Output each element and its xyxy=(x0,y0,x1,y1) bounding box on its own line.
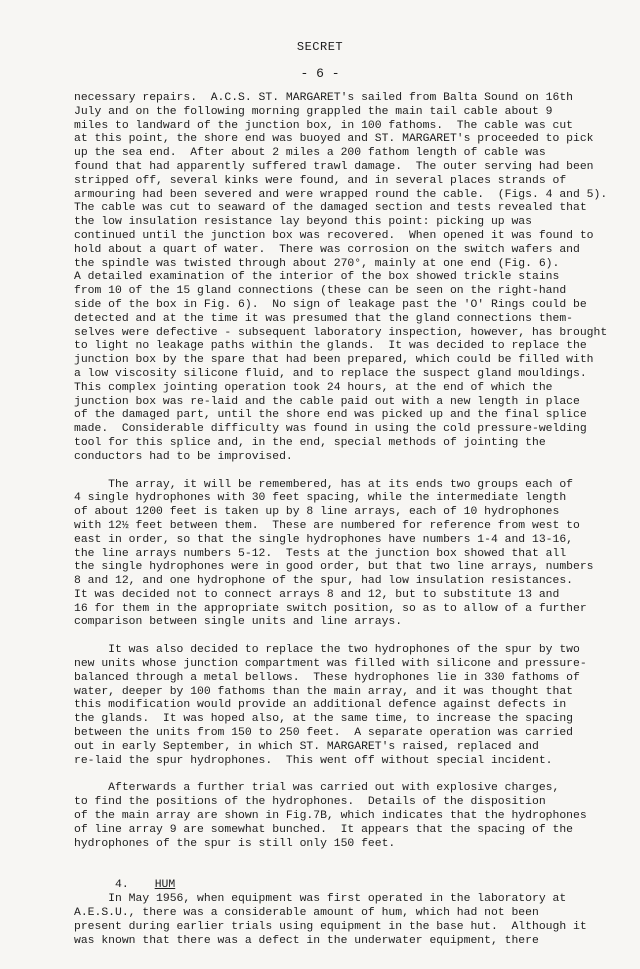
paragraph-repairs xyxy=(74,92,608,465)
text-line: 8 and 12, and one hydrophone of the spur, had low insulation resistances. xyxy=(74,575,573,588)
text-line: the single hydrophones were in good order, but that two line arrays, numbers xyxy=(74,561,594,574)
text-line: hold about a quart of water. There was corrosion on the switch wafers and xyxy=(74,243,580,256)
text-line: the low insulation resistance lay beyond this point: picking up was xyxy=(74,216,532,229)
text-line: It was decided not to connect arrays 8 and 12, but to substitute 13 and xyxy=(74,588,560,601)
text-line: of the main array are shown in Fig.7B, which indicates that the hydrophones xyxy=(74,810,587,823)
text-line: a low viscosity silicone fluid, and to replace the suspect gland mouldings. xyxy=(74,367,587,380)
text-line: the spindle was twisted through about 270°, mainly at one end (Fig. 6). xyxy=(74,257,560,270)
text-line: the glands. It was hoped also, at the same time, to increase the spacing xyxy=(74,713,573,726)
text-line: July and on the following morning grappled the main tail cable about 9 xyxy=(74,105,553,118)
text-line: junction box by the spare that had been prepared, which could be filled with xyxy=(74,354,594,367)
text-line: water, deeper by 100 fathoms than the main array, and it was thought that xyxy=(74,685,573,698)
text-line: new units whose junction compartment was filled with silicone and pressure- xyxy=(74,658,587,671)
text-line: up the sea end. After about 2 miles a 200 fathom length of cable was xyxy=(74,147,546,160)
text-line: present during earlier trials using equipment in the base hut. Although it xyxy=(74,920,587,933)
text-line: comparison between single units and line arrays. xyxy=(74,616,403,629)
text-line: armouring had been severed and were wrapped round the cable. (Figs. 4 and 5). xyxy=(74,188,608,201)
text-line: junction box was re-laid and the cable paid out with a new length in place xyxy=(74,395,580,408)
text-line: 16 for them in the appropriate switch position, so as to allow of a further xyxy=(74,602,587,615)
text-line: This complex jointing operation took 24 hours, at the end of which the xyxy=(74,381,553,394)
text-line: tool for this splice and, in the end, special methods of jointing the xyxy=(74,436,546,449)
text-line: side of the box in Fig. 6). No sign of leakage past the 'O' Rings could be xyxy=(74,298,587,311)
text-line: to light no leakage paths within the glands. It was decided to replace the xyxy=(74,340,587,353)
text-line: 4 single hydrophones with 30 feet spacing, while the intermediate length xyxy=(74,492,567,505)
classification-header: SECRET xyxy=(296,40,344,54)
text-line: conductors had to be improvised. xyxy=(74,450,293,463)
text-line: A.E.S.U., there was a considerable amount of hum, which had not been xyxy=(74,907,539,920)
text-line: Afterwards a further trial was carried out with explosive charges, xyxy=(74,782,560,795)
text-line: out in early September, in which ST. MARGARET's raised, replaced and xyxy=(74,740,539,753)
text-line: stripped off, several kinks were found, and in several places strands of xyxy=(74,174,567,187)
text-line: In May 1956, when equipment was first operated in the laboratory at xyxy=(74,893,567,906)
text-line: between the units from 150 to 250 feet. A separate operation was carried xyxy=(74,727,573,740)
text-line: this modification would provide an additional defence against defects in xyxy=(74,699,567,712)
text-line: of the damaged part, until the shore end was picked up and the final splice xyxy=(74,409,587,422)
text-line: necessary repairs. A.C.S. ST. MARGARET's sailed from Balta Sound on 16th xyxy=(74,92,573,104)
text-line: detected and at the time it was presumed that the gland connections them- xyxy=(74,312,573,325)
text-line: A detailed examination of the interior of the box showed trickle stains xyxy=(74,271,560,284)
document-body xyxy=(74,92,608,948)
text-line: east in order, so that the single hydrophones have numbers 1-4 and 13-16, xyxy=(74,533,573,546)
paragraph-hum xyxy=(74,893,594,948)
text-line: balanced through a metal bellows. These hydrophones lie in 330 fathoms of xyxy=(74,671,580,684)
text-line: at this point, the shore end was buoyed and ST. MARGARET's proceeded to pick xyxy=(74,133,594,146)
text-line: miles to landward of the junction box, in 100 fathoms. The cable was cut xyxy=(74,119,573,132)
text-line: to find the positions of the hydrophones. Details of the disposition xyxy=(74,796,546,809)
text-line: made. Considerable difficulty was found in using the cold pressure-welding xyxy=(74,423,587,436)
text-line: of about 1200 feet is taken up by 8 line arrays, each of 10 hydrophones xyxy=(74,506,560,519)
text-line: The cable was cut to seaward of the damaged section and tests revealed that xyxy=(74,202,587,215)
text-line: of line array 9 are somewhat bunched. It appears that the spacing of the xyxy=(74,823,573,836)
text-line: The array, it will be remembered, has at its ends two groups each of xyxy=(74,478,573,491)
text-line: re-laid the spur hydrophones. This went off without special incident. xyxy=(74,754,553,767)
text-line: It was also decided to replace the two hydrophones of the spur by two xyxy=(74,644,580,657)
text-line: continued until the junction box was recovered. When opened it was found to xyxy=(74,229,594,242)
section-number: 4. xyxy=(115,879,129,892)
text-line: found that had apparently suffered trawl damage. The outer serving had been xyxy=(74,160,594,173)
paragraph-spur xyxy=(74,644,594,768)
paragraph-trial xyxy=(74,782,594,851)
text-line: with 12½ feet between them. These are numbered for reference from west to xyxy=(74,519,580,532)
text-line: selves were defective - subsequent laboratory inspection, however, has brought xyxy=(74,326,608,339)
page-number: - 6 - xyxy=(300,66,340,81)
text-line: the line arrays numbers 5-12. Tests at the junction box showed that all xyxy=(74,547,567,560)
text-line: was known that there was a defect in the underwater equipment, there xyxy=(74,934,539,947)
section-heading xyxy=(74,865,594,892)
paragraph-array xyxy=(74,479,594,631)
text-line: from 10 of the 15 gland connections (these can be seen on the right-hand xyxy=(74,285,567,298)
section-title: HUM xyxy=(154,879,176,892)
text-line: hydrophones of the spur is still only 150 feet. xyxy=(74,837,396,850)
